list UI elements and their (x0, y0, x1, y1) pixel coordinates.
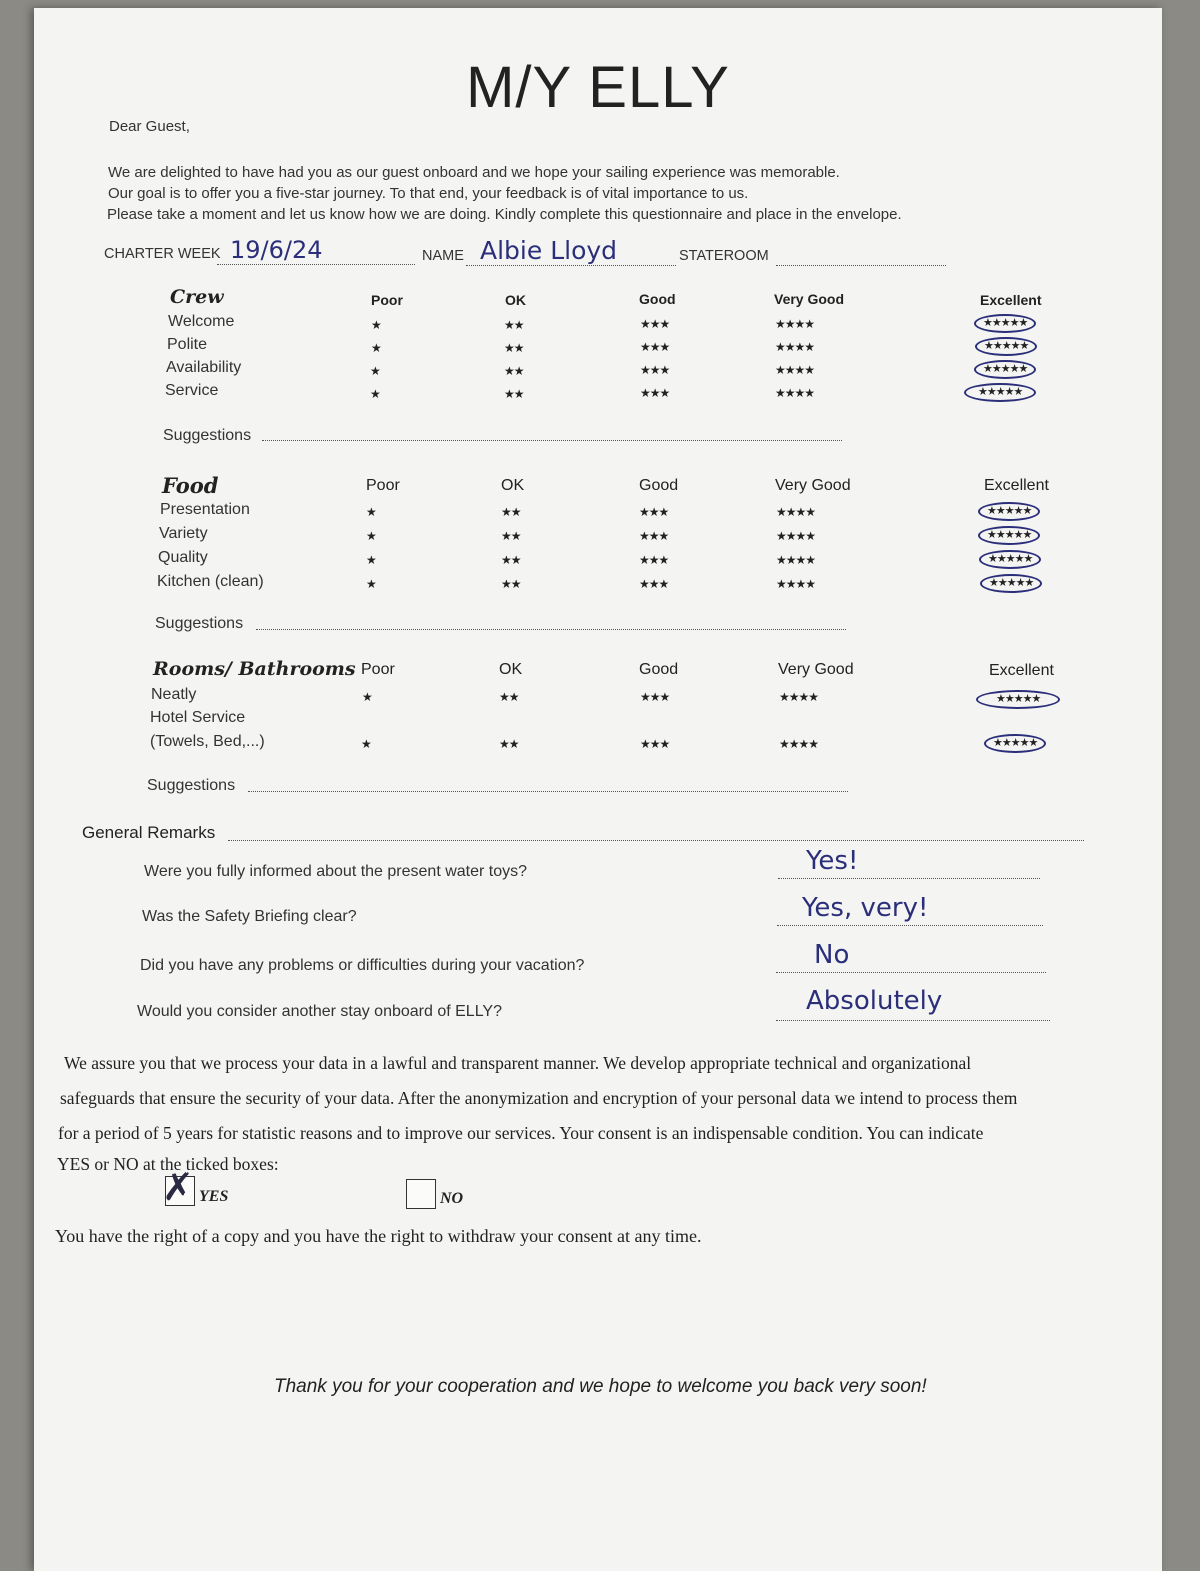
rooms-row-hotel-service: Hotel Service (150, 709, 246, 726)
crew-row-availability: Availability (166, 359, 242, 376)
thank-you-message: Thank you for your cooperation and we hope to welcome you back very soon! (274, 1376, 927, 1397)
rating-1-star[interactable]: ★ (370, 364, 380, 378)
name-line (466, 265, 676, 266)
rating-5-star-circled[interactable]: ★★★★★ (974, 360, 1036, 379)
crew-header-very-good: Very Good (774, 291, 845, 307)
rating-5-star-circled[interactable]: ★★★★★ (984, 734, 1046, 753)
consent-no-checkbox[interactable] (406, 1179, 436, 1209)
rating-2-star[interactable]: ★★ (504, 364, 524, 378)
question-another-stay: Would you consider another stay onboard of ELLY? (137, 1003, 502, 1020)
rooms-row-towels-bed: (Towels, Bed,...) (150, 733, 265, 750)
rating-5-star-circled[interactable]: ★★★★★ (976, 690, 1060, 709)
rooms-header-ok: OK (499, 661, 523, 678)
rating-4-star[interactable]: ★★★★ (779, 737, 819, 751)
withdraw-consent-text: You have the right of a copy and you have the right to withdraw your consent at any time. (55, 1226, 702, 1246)
rating-3-star[interactable]: ★★★ (639, 529, 669, 543)
rating-1-star[interactable]: ★ (366, 529, 376, 543)
food-row-variety: Variety (159, 525, 208, 542)
answer-line-safety-briefing (777, 925, 1043, 926)
rating-3-star[interactable]: ★★★ (640, 690, 670, 704)
rating-3-star[interactable]: ★★★ (639, 505, 669, 519)
crew-header-ok: OK (505, 292, 526, 308)
crew-row-service: Service (165, 382, 219, 399)
rating-3-star[interactable]: ★★★ (640, 363, 670, 377)
feedback-form-page (34, 8, 1162, 1571)
charter-week-line (217, 264, 415, 265)
question-problems: Did you have any problems or difficulties during your vacation? (140, 957, 585, 974)
rating-1-star[interactable]: ★ (366, 505, 376, 519)
crew-section-title: Crew (170, 286, 224, 308)
crew-header-good: Good (639, 291, 676, 307)
rating-5-star-circled[interactable]: ★★★★★ (974, 314, 1036, 333)
rooms-header-good: Good (639, 661, 679, 678)
rooms-header-very-good: Very Good (778, 661, 854, 678)
rating-2-star[interactable]: ★★ (499, 690, 519, 704)
food-row-presentation: Presentation (160, 501, 250, 518)
rating-2-star[interactable]: ★★ (504, 341, 524, 355)
consent-line-4: YES or NO at the ticked boxes: (57, 1154, 279, 1174)
rooms-header-excellent: Excellent (989, 662, 1054, 679)
rating-3-star[interactable]: ★★★ (640, 386, 670, 400)
rating-3-star[interactable]: ★★★ (640, 317, 670, 331)
food-header-good: Good (639, 477, 679, 494)
form-title: M/Y ELLY (466, 55, 730, 120)
food-header-ok: OK (501, 477, 525, 494)
answer-problems[interactable]: No (814, 940, 850, 970)
food-suggestions-line[interactable] (256, 629, 846, 630)
answer-safety-briefing[interactable]: Yes, very! (802, 893, 929, 923)
rating-4-star[interactable]: ★★★★ (776, 577, 816, 591)
rating-2-star[interactable]: ★★ (501, 553, 521, 567)
rooms-section-title: Rooms/ Bathrooms (153, 658, 356, 680)
rating-4-star[interactable]: ★★★★ (775, 363, 815, 377)
rating-4-star[interactable]: ★★★★ (776, 505, 816, 519)
rating-1-star[interactable]: ★ (370, 387, 380, 401)
answer-another-stay[interactable]: Absolutely (806, 986, 943, 1016)
name-label: NAME (422, 248, 464, 264)
food-header-very-good: Very Good (775, 477, 851, 494)
rooms-suggestions-label: Suggestions (147, 777, 236, 794)
answer-water-toys[interactable]: Yes! (806, 846, 859, 876)
rating-5-star-circled[interactable]: ★★★★★ (978, 526, 1040, 545)
rating-1-star[interactable]: ★ (366, 553, 376, 567)
answer-line-water-toys (778, 878, 1040, 879)
food-header-poor: Poor (366, 477, 400, 494)
general-remarks-label: General Remarks (82, 823, 216, 842)
answer-line-problems (776, 972, 1046, 973)
crew-suggestions-label: Suggestions (163, 427, 252, 444)
question-safety-briefing: Was the Safety Briefing clear? (142, 908, 357, 925)
rooms-suggestions-line[interactable] (248, 791, 848, 792)
food-section-title: Food (162, 473, 219, 498)
consent-line-3: for a period of 5 years for statistic reasons and to improve our services. Your consent is an indispensable condition. You can indicate (58, 1123, 984, 1143)
food-header-excellent: Excellent (984, 477, 1049, 494)
food-row-kitchen: Kitchen (clean) (157, 573, 264, 590)
rating-5-star-circled[interactable]: ★★★★★ (978, 502, 1040, 521)
rating-2-star[interactable]: ★★ (501, 529, 521, 543)
rating-5-star-circled[interactable]: ★★★★★ (964, 383, 1036, 402)
rating-1-star[interactable]: ★ (371, 341, 381, 355)
rating-3-star[interactable]: ★★★ (639, 577, 669, 591)
rooms-row-neatly: Neatly (151, 686, 197, 703)
rating-5-star-circled[interactable]: ★★★★★ (980, 574, 1042, 593)
general-remarks-line[interactable] (228, 840, 1084, 841)
rating-4-star[interactable]: ★★★★ (775, 340, 815, 354)
intro-line-1: We are delighted to have had you as our guest onboard and we hope your sailing experience was memorable. (108, 164, 840, 181)
food-suggestions-label: Suggestions (155, 615, 244, 632)
crew-row-welcome: Welcome (168, 313, 235, 330)
rating-2-star[interactable]: ★★ (504, 387, 524, 401)
rating-5-star-circled[interactable]: ★★★★★ (975, 337, 1037, 356)
crew-header-poor: Poor (371, 292, 403, 308)
crew-header-excellent: Excellent (980, 292, 1042, 308)
consent-yes-cross-mark: ✗ (162, 1165, 194, 1209)
crew-suggestions-line[interactable] (262, 440, 842, 441)
rating-3-star[interactable]: ★★★ (640, 737, 670, 751)
rooms-header-poor: Poor (361, 661, 395, 678)
rating-4-star[interactable]: ★★★★ (776, 553, 816, 567)
rating-3-star[interactable]: ★★★ (640, 340, 670, 354)
intro-line-3: Please take a moment and let us know how we are doing. Kindly complete this questionnaire and place in the envelope. (107, 206, 902, 223)
charter-week-value[interactable]: 19/6/24 (230, 236, 323, 264)
rating-3-star[interactable]: ★★★ (639, 553, 669, 567)
crew-row-polite: Polite (167, 336, 208, 353)
rating-2-star[interactable]: ★★ (504, 318, 524, 332)
rating-4-star[interactable]: ★★★★ (779, 690, 819, 704)
intro-line-2: Our goal is to offer you a five-star journey. To that end, your feedback is of vital importance to us. (108, 185, 749, 202)
consent-no-label: NO (440, 1190, 464, 1207)
rating-2-star[interactable]: ★★ (501, 577, 521, 591)
consent-line-1: We assure you that we process your data in a lawful and transparent manner. We develop appropriate technical and organizational (64, 1053, 972, 1073)
name-value[interactable]: Albie Lloyd (480, 236, 618, 265)
question-water-toys: Were you fully informed about the present water toys? (144, 863, 528, 880)
charter-week-label: CHARTER WEEK (104, 246, 221, 262)
consent-yes-label: YES (199, 1188, 229, 1205)
food-row-quality: Quality (158, 549, 208, 566)
rating-5-star-circled[interactable]: ★★★★★ (979, 550, 1041, 569)
rating-1-star[interactable]: ★ (371, 318, 381, 332)
stateroom-label: STATEROOM (679, 248, 769, 264)
rating-1-star[interactable]: ★ (366, 577, 376, 591)
rating-1-star[interactable]: ★ (362, 690, 372, 704)
consent-line-2: safeguards that ensure the security of your data. After the anonymization and encryption of your personal data we intend to process them (60, 1088, 1018, 1108)
rating-4-star[interactable]: ★★★★ (775, 317, 815, 331)
rating-4-star[interactable]: ★★★★ (775, 386, 815, 400)
rating-2-star[interactable]: ★★ (499, 737, 519, 751)
answer-line-another-stay (776, 1020, 1050, 1021)
rating-2-star[interactable]: ★★ (501, 505, 521, 519)
rating-1-star[interactable]: ★ (361, 737, 371, 751)
rating-4-star[interactable]: ★★★★ (776, 529, 816, 543)
greeting: Dear Guest, (109, 118, 190, 135)
stateroom-line[interactable] (776, 265, 946, 266)
